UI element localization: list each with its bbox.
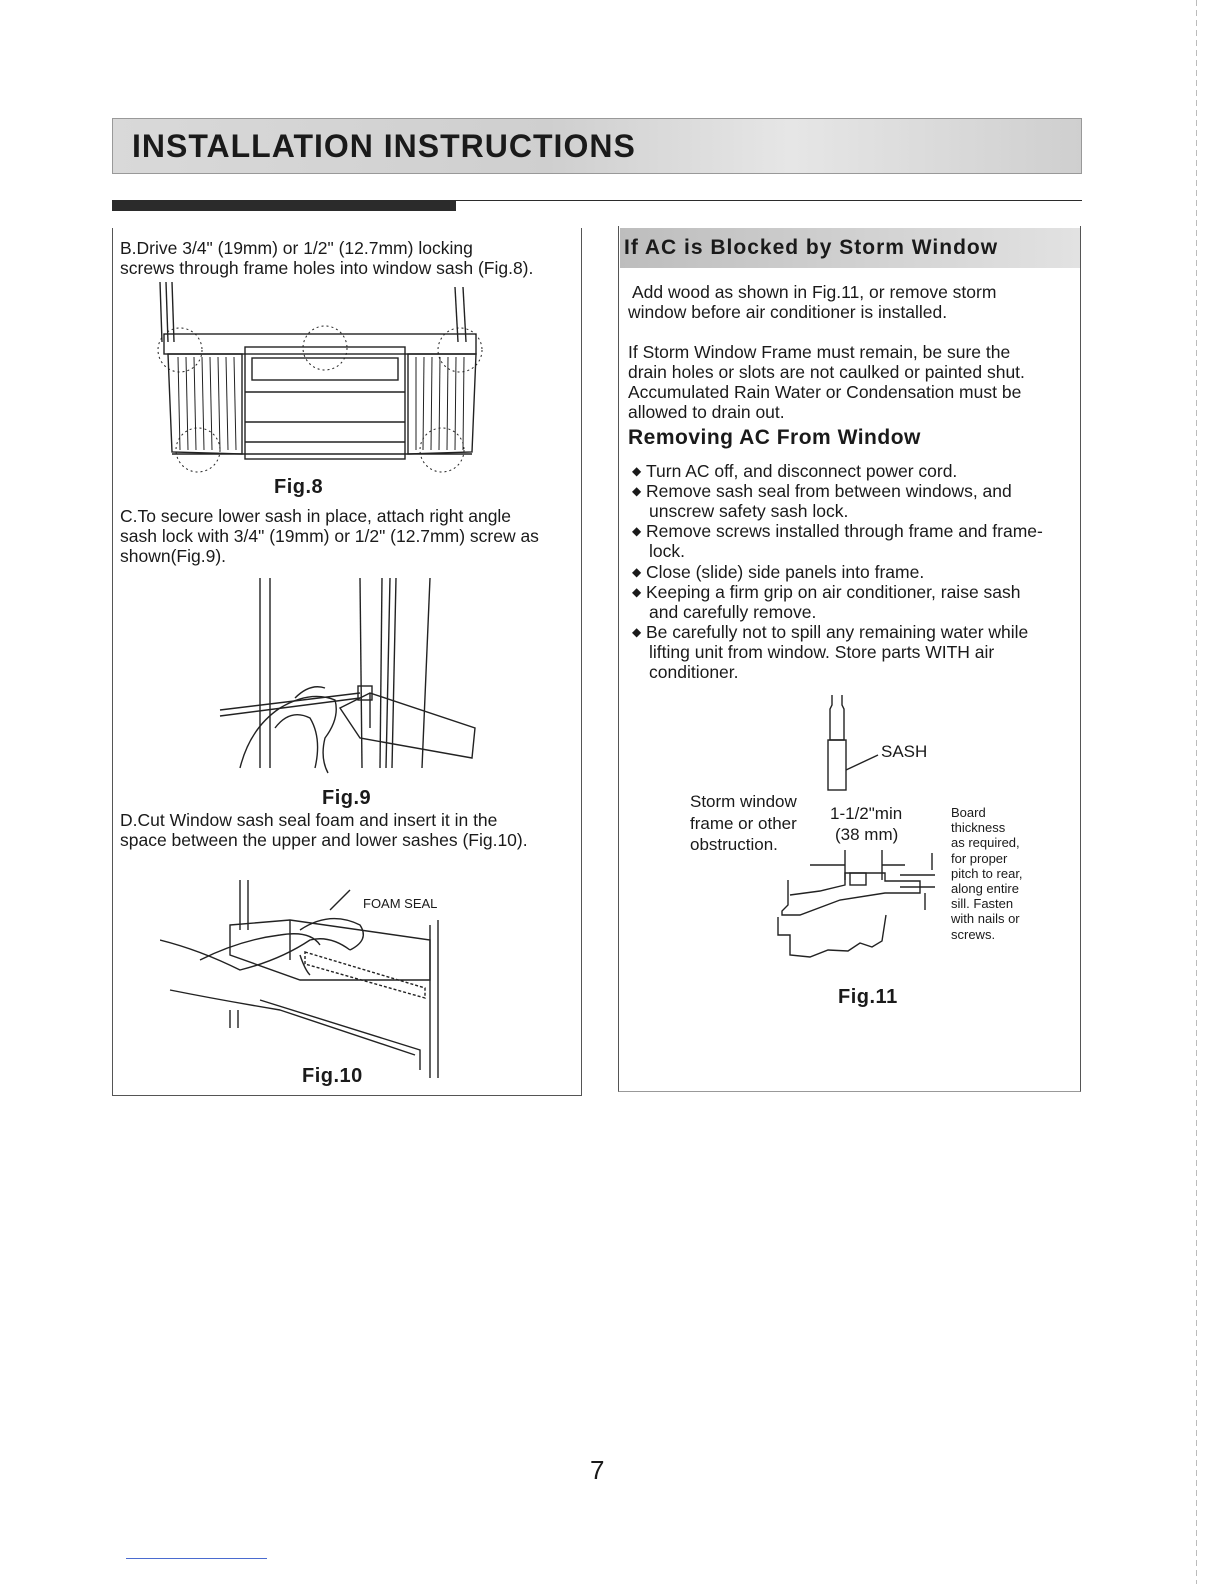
footer-line <box>126 1558 267 1559</box>
removing-heading: Removing AC From Window <box>628 426 921 449</box>
removal-bullet-2-cont: unscrew safety sash lock. <box>649 501 849 521</box>
fig9-illustration <box>210 578 490 778</box>
board-note-line-7: sill. Fasten <box>951 896 1014 911</box>
removal-bullet-3-cont: lock. <box>649 541 685 561</box>
removal-bullet-text: Remove screws installed through frame and frame- <box>646 521 1043 541</box>
removal-bullet-3 <box>632 521 1043 541</box>
removal-bullet-6-cont-1: lifting unit from window. Store parts WITH air <box>649 642 995 662</box>
storm-para1-line-2: window before air conditioner is installed. <box>628 302 948 322</box>
removal-bullet-6-cont-2: conditioner. <box>649 662 739 682</box>
removal-bullet-1 <box>632 461 957 481</box>
removal-bullet-5-cont: and carefully remove. <box>649 602 817 622</box>
board-note-line-4: for proper <box>951 851 1008 866</box>
removal-bullet-6 <box>632 622 1028 642</box>
page-edge-line <box>1196 0 1197 1584</box>
diamond-bullet-icon: ◆ <box>632 464 642 478</box>
storm-para1-line-1: Add wood as shown in Fig.11, or remove storm <box>632 282 997 302</box>
header-rule-thick <box>112 200 456 211</box>
step-c-line-1: C.To secure lower sash in place, attach right angle <box>120 506 512 526</box>
fig9-caption: Fig.9 <box>322 787 372 809</box>
board-note-line-1: Board <box>951 805 986 820</box>
header-rule-thin <box>456 200 1082 201</box>
removal-bullet-text: Keeping a firm grip on air conditioner, raise sash <box>646 582 1021 602</box>
page-title: INSTALLATION INSTRUCTIONS <box>132 128 636 164</box>
storm-para2-line-3: Accumulated Rain Water or Condensation must be <box>628 382 1022 402</box>
diamond-bullet-icon: ◆ <box>632 524 642 538</box>
board-note-line-6: along entire <box>951 881 1019 896</box>
step-b-line-1: B.Drive 3/4" (19mm) or 1/2" (12.7mm) locking <box>120 238 473 258</box>
fig10-caption: Fig.10 <box>302 1065 363 1087</box>
foam-seal-label: FOAM SEAL <box>363 896 438 911</box>
fig8-caption: Fig.8 <box>274 476 324 498</box>
storm-para2-line-2: drain holes or slots are not caulked or painted shut. <box>628 362 1025 382</box>
storm-para2-line-4: allowed to drain out. <box>628 402 785 422</box>
removal-bullet-text: Turn AC off, and disconnect power cord. <box>646 461 958 481</box>
fig11-min-label-2: (38 mm) <box>835 825 899 844</box>
fig8-illustration <box>150 282 500 482</box>
diamond-bullet-icon: ◆ <box>632 484 642 498</box>
step-c-line-2: sash lock with 3/4" (19mm) or 1/2" (12.7mm) screw as <box>120 526 539 546</box>
fig11-sash-label: SASH <box>881 742 928 761</box>
board-note-line-8: with nails or <box>951 911 1020 926</box>
step-c-line-3: shown(Fig.9). <box>120 546 227 566</box>
removal-bullet-4 <box>632 562 924 582</box>
fig11-min-label-1: 1-1/2"min <box>830 804 903 823</box>
storm-window-title: If AC is Blocked by Storm Window <box>624 236 999 259</box>
removal-bullet-text: Close (slide) side panels into frame. <box>646 562 925 582</box>
diamond-bullet-icon: ◆ <box>632 625 642 639</box>
diamond-bullet-icon: ◆ <box>632 585 642 599</box>
storm-para2-line-1: If Storm Window Frame must remain, be sure the <box>628 342 1011 362</box>
board-note-line-2: thickness <box>951 820 1006 835</box>
removal-bullet-5 <box>632 582 1021 602</box>
removal-bullet-2 <box>632 481 1012 501</box>
board-note-line-3: as required, <box>951 835 1020 850</box>
removal-bullet-text: Remove sash seal from between windows, and <box>646 481 1012 501</box>
removal-bullet-text: Be carefully not to spill any remaining water while <box>646 622 1029 642</box>
step-d-line-2: space between the upper and lower sashes (Fig.10). <box>120 830 528 850</box>
step-d-line-1: D.Cut Window sash seal foam and insert it in the <box>120 810 498 830</box>
fig11-caption: Fig.11 <box>838 986 898 1008</box>
page-number: 7 <box>590 1455 605 1485</box>
fig11-storm-label-1: Storm window <box>690 792 797 811</box>
board-note-line-5: pitch to rear, <box>951 866 1023 881</box>
diamond-bullet-icon: ◆ <box>632 565 642 579</box>
board-note-line-9: screws. <box>951 927 996 942</box>
fig11-storm-label-2: frame or other <box>690 814 797 833</box>
fig11-storm-label-3: obstruction. <box>690 835 778 854</box>
step-b-line-2: screws through frame holes into window sash (Fig.8). <box>120 258 534 278</box>
